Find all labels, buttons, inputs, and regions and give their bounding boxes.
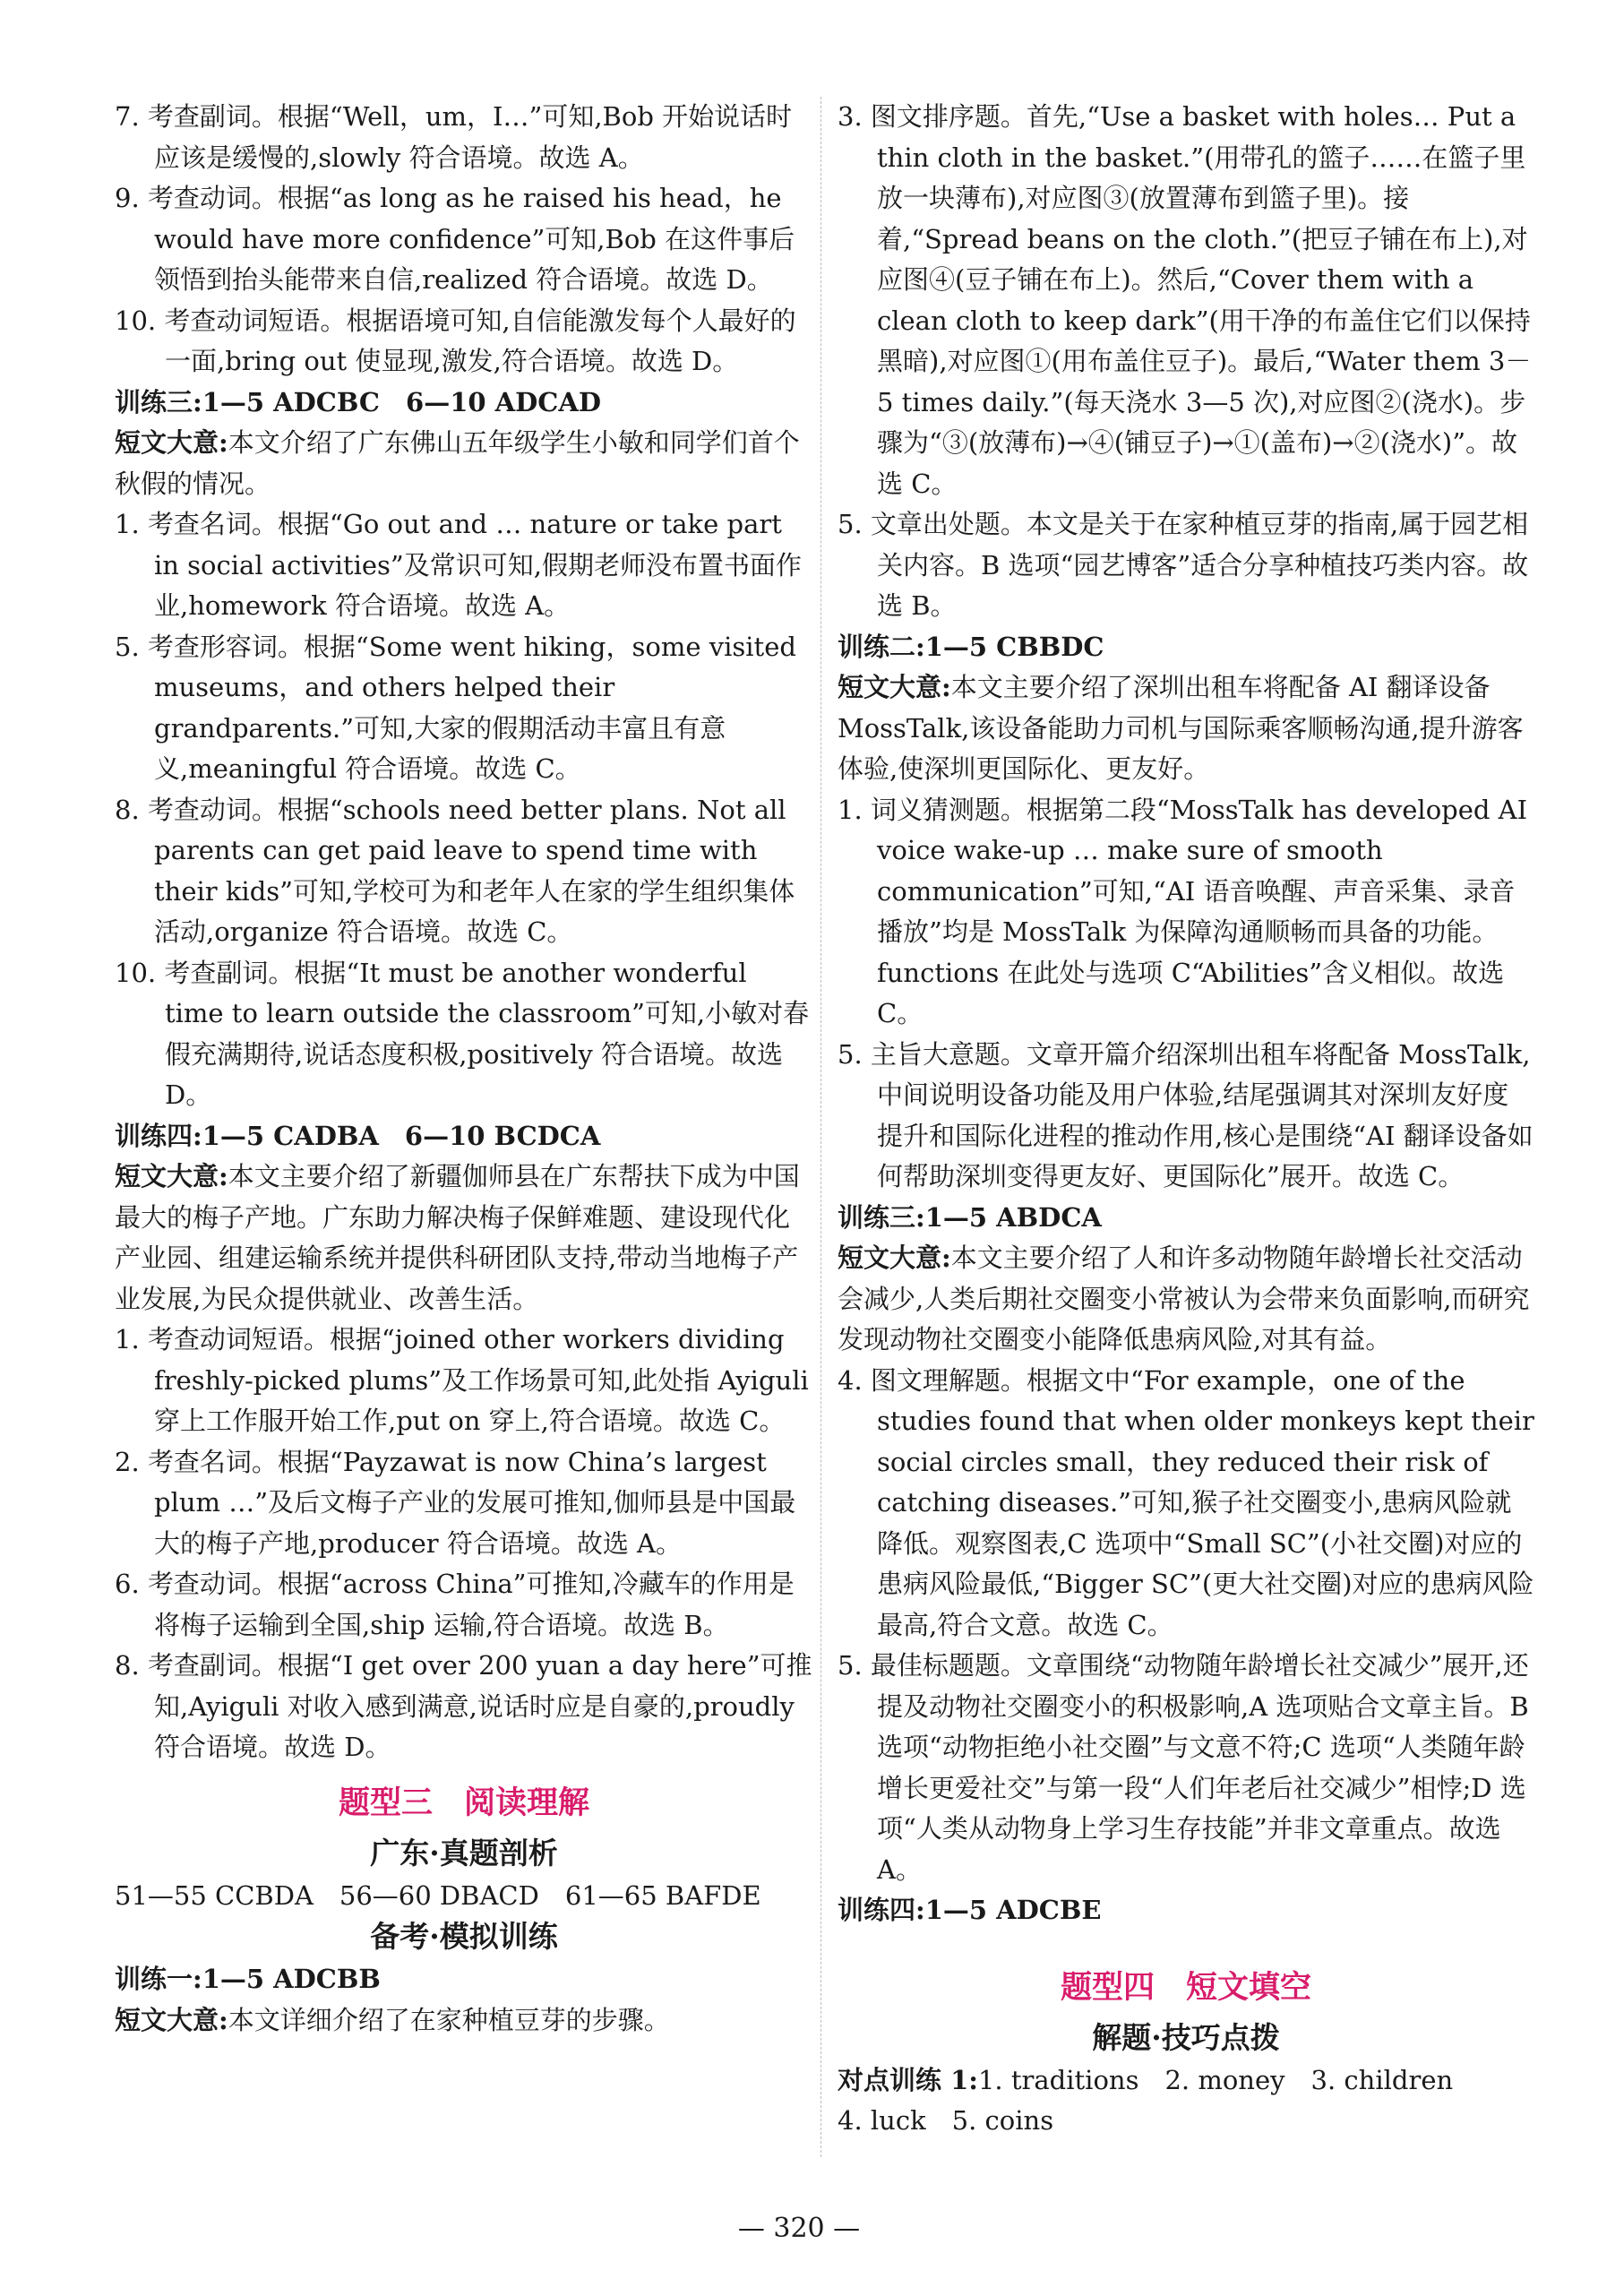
item-number: 5.: [115, 631, 140, 662]
mock-training-title: 备考·模拟训练: [370, 1919, 558, 1954]
explanation-item: [115, 178, 813, 301]
explanation-item: [115, 504, 813, 627]
guangdong-exam-answers: 51—55 CCBDA 56—60 DBACD 61—65 BAFDE: [115, 1879, 761, 1911]
right-column: [838, 97, 1534, 2142]
explanation-item: [838, 1361, 1534, 1647]
explanation-item: [115, 301, 813, 383]
summary-text: 本文主要介绍了深圳出租车将配备 AI 翻译设备 MossTalk,该设备能助力司机与国际乘客顺畅沟通,提升游客体验,使深圳更国际化、更友好。: [838, 672, 1524, 784]
summary-text: 本文主要介绍了新疆伽师县在广东帮扶下成为中国最大的梅子产地。广东助力解决梅子保鲜难题、建设现代化产业园、组建运输系统并提供科研团队支持,带动当地梅子产业发展,为民众提供就业、改善生活。: [115, 1161, 800, 1314]
item-number: 10.: [115, 957, 157, 988]
reading3-summary: [838, 1238, 1534, 1361]
explanation-item: [115, 1442, 813, 1565]
item-number: 7.: [115, 101, 140, 132]
reading1-explanations: [838, 97, 1534, 627]
item-text: 词义猜测题。根据第二段“MossTalk has developed AI voice wake-up … make sure of smooth communication”可知,“AI 语音唤醒、声音采集、录音播放”均是 MossTalk 为保障沟通顺畅而具备的功能。functions 在此处与选项 C“Abilities”含义相似。故选 C。: [870, 794, 1528, 1028]
reading1-answers: 训练一:1—5 ADCBB: [115, 1964, 381, 1994]
drill1-answers-line2: 4. luck 5. coins: [838, 2105, 1054, 2136]
item-number: 9.: [115, 183, 140, 213]
summary-label: 短文大意:: [838, 1243, 951, 1273]
item-number: 1.: [115, 509, 140, 539]
item-text: 考查动词短语。根据语境可知,自信能激发每个人最好的一面,bring out 使显现,激发,符合语境。故选 D。: [164, 305, 796, 376]
summary-label: 短文大意:: [115, 1161, 228, 1191]
explanation-item: [115, 97, 813, 178]
drill1-label: 对点训练 1:: [838, 2064, 978, 2095]
summary-text: 本文介绍了广东佛山五年级学生小敏和同学们首个秋假的情况。: [115, 427, 800, 499]
section3-title: 题型三 阅读理解: [338, 1784, 589, 1821]
training4-answers: 训练四:1—5 CADBA 6—10 BCDCA: [115, 1120, 601, 1151]
item-number: 8.: [115, 1650, 140, 1681]
item-number: 10.: [115, 305, 157, 336]
training4-explanations: [115, 1320, 813, 1768]
item-number: 5.: [838, 509, 863, 539]
reading2-explanations: [838, 790, 1534, 1198]
training4-summary: [115, 1157, 813, 1320]
page-number: — 320 —: [737, 2213, 861, 2244]
summary-text: 本文主要介绍了人和许多动物随年龄增长社交活动会减少,人类后期社交圈变小常被认为会带来负面影响,而研究发现动物社交圈变小能降低患病风险,对其有益。: [838, 1243, 1530, 1354]
item-text: 考查动词短语。根据“joined other workers dividing freshly-picked plums”及工作场景可知,此处指 Ayiguli 穿上工作服开始工作,put on 穿上,符合语境。故选 C。: [147, 1324, 809, 1436]
item-number: 5.: [838, 1038, 863, 1070]
training3-summary: [115, 423, 813, 504]
item-text: 主旨大意题。文章开篇介绍深圳出租车将配备 MossTalk,中间说明设备功能及用户体验,结尾强调其对深圳友好度提升和国际化进程的推动作用,核心是围绕“AI 翻译设备如何帮助深圳变得更友好、更国际化”展开。故选 C。: [870, 1038, 1534, 1191]
explanation-item: [838, 97, 1534, 504]
explanation-item: [838, 504, 1534, 627]
reading2-summary: [838, 667, 1534, 790]
item-number: 1.: [838, 794, 863, 825]
item-text: 考查名词。根据“Go out and … nature or take part in social activities”及常识可知,假期老师没布置书面作业,homework 符合语境。故选 A。: [147, 509, 802, 621]
section4-title: 题型四 短文填空: [1060, 1968, 1311, 2006]
item-text: 考查副词。根据“I get over 200 yuan a day here”可推知,Ayiguli 对收入感到满意,说话时应是自豪的,proudly 符合语境。故选 D。: [147, 1650, 812, 1762]
explanation-item: [838, 1646, 1534, 1890]
explanation-item: [115, 953, 813, 1116]
explanation-item: [838, 1035, 1534, 1198]
summary-label: 短文大意:: [115, 427, 228, 458]
item-number: 1.: [115, 1324, 140, 1354]
reading1-summary: [115, 2000, 813, 2042]
reading4-answers: 训练四:1—5 ADCBE: [838, 1895, 1102, 1925]
summary-text: 本文详细介绍了在家种植豆芽的步骤。: [228, 2004, 670, 2035]
left-column: [115, 97, 813, 2041]
explanation-item: [115, 627, 813, 790]
drill1-answers: [838, 2060, 1534, 2102]
explanation-item: [838, 790, 1534, 1035]
explanation-item: [115, 790, 813, 953]
item-text: 考查动词。根据“across China”可推知,冷藏车的作用是将梅子运输到全国,ship 运输,符合语境。故选 B。: [147, 1569, 795, 1640]
item-text: 考查形容词。根据“Some went hiking，some visited museums，and others helped their grandparents.”可知,大家的假期活动丰富且有意义,meaningful 符合语境。故选 C。: [147, 631, 796, 784]
training3-answers: 训练三:1—5 ADCBC 6—10 ADCAD: [115, 386, 602, 417]
vocab-explanations-list: [115, 97, 813, 383]
training3-explanations: [115, 504, 813, 1116]
item-text: 文章出处题。本文是关于在家种植豆芽的指南,属于园艺相关内容。B 选项“园艺博客”适合分享种植技巧类内容。故选 B。: [870, 509, 1529, 621]
item-text: 最佳标题题。文章围绕“动物随年龄增长社交减少”展开,还提及动物社交圈变小的积极影响,A 选项贴合文章主旨。B 选项“动物拒绝小社交圈”与文意不符;C 选项“人类随年龄增长更爱社交”与第一段“人们年老后社交减少”相悖;D 选项“人类从动物身上学习生存技能”并非文章重点。故选 A。: [870, 1650, 1529, 1885]
item-number: 4.: [838, 1364, 863, 1396]
item-text: 考查动词。根据“as long as he raised his head，he would have more confidence”可知,Bob 在这件事后领悟到抬头能带来自信,realized 符合语境。故选 D。: [147, 183, 795, 295]
summary-label: 短文大意:: [838, 672, 951, 702]
drill1-line1: 1. traditions 2. money 3. children: [977, 2064, 1454, 2095]
item-text: 考查副词。根据“It must be another wonderful time to learn outside the classroom”可知,小敏对春假充满期待,说话态度积极,positively 符合语境。故选 D。: [164, 957, 810, 1110]
item-number: 3.: [838, 101, 863, 132]
guangdong-exam-title: 广东·真题剖析: [370, 1835, 558, 1870]
item-number: 6.: [115, 1569, 140, 1599]
reading3-answers: 训练三:1—5 ABDCA: [838, 1201, 1102, 1233]
explanation-item: [115, 1564, 813, 1646]
item-number: 2.: [115, 1446, 140, 1477]
item-text: 考查动词。根据“schools need better plans. Not all parents can get paid leave to spend time with their kids”可知,学校可为和老年人在家的学生组织集体活动,organize 符合语境。故选 C。: [147, 794, 795, 947]
item-number: 5.: [838, 1650, 863, 1681]
item-text: 考查名词。根据“Payzawat is now China’s largest plum …”及后文梅子产业的发展可推知,伽师县是中国最大的梅子产地,producer 符合语境。故选 A。: [147, 1446, 796, 1559]
item-text: 图文排序题。首先,“Use a basket with holes… Put a thin cloth in the basket.”(用带孔的篮子……在篮子里放一块薄布),对应图③(放置薄布到篮子里)。接着,“Spread beans on the cloth.”(把豆子铺在布上),对应图④(豆子铺在布上)。然后,“Cover them with a clean cloth to keep dark”(用干净的布盖住它们以保持黑暗),对应图①(用布盖住豆子)。最后,“Water them 3－5 times daily.”(每天浇水 3—5 次),对应图②(浇水)。步骤为“③(放薄布)→④(铺豆子)→①(盖布)→②(浇水)”。故选 C。: [870, 101, 1532, 499]
summary-label: 短文大意:: [115, 2004, 228, 2035]
explanation-item: [115, 1646, 813, 1768]
reading3-explanations: [838, 1361, 1534, 1891]
tips-title: 解题·技巧点拨: [1092, 2019, 1280, 2055]
explanation-item: [115, 1320, 813, 1442]
column-divider: [820, 97, 821, 2157]
item-number: 8.: [115, 794, 140, 825]
reading2-answers: 训练二:1—5 CBBDC: [838, 631, 1104, 662]
item-text: 图文理解题。根据文中“For example，one of the studies found that when older monkeys kept their social circles small，they reduced their risk of catching diseases.”可知,猴子社交圈变小,患病风险就降低。观察图表,C 选项中“Small SC”(小社交圈)对应的患病风险最低,“Bigger SC”(更大社交圈)对应的患病风险最高,符合文意。故选 C。: [870, 1364, 1534, 1640]
item-text: 考查副词。根据“Well，um，I…”可知,Bob 开始说话时应该是缓慢的,slowly 符合语境。故选 A。: [147, 101, 793, 173]
